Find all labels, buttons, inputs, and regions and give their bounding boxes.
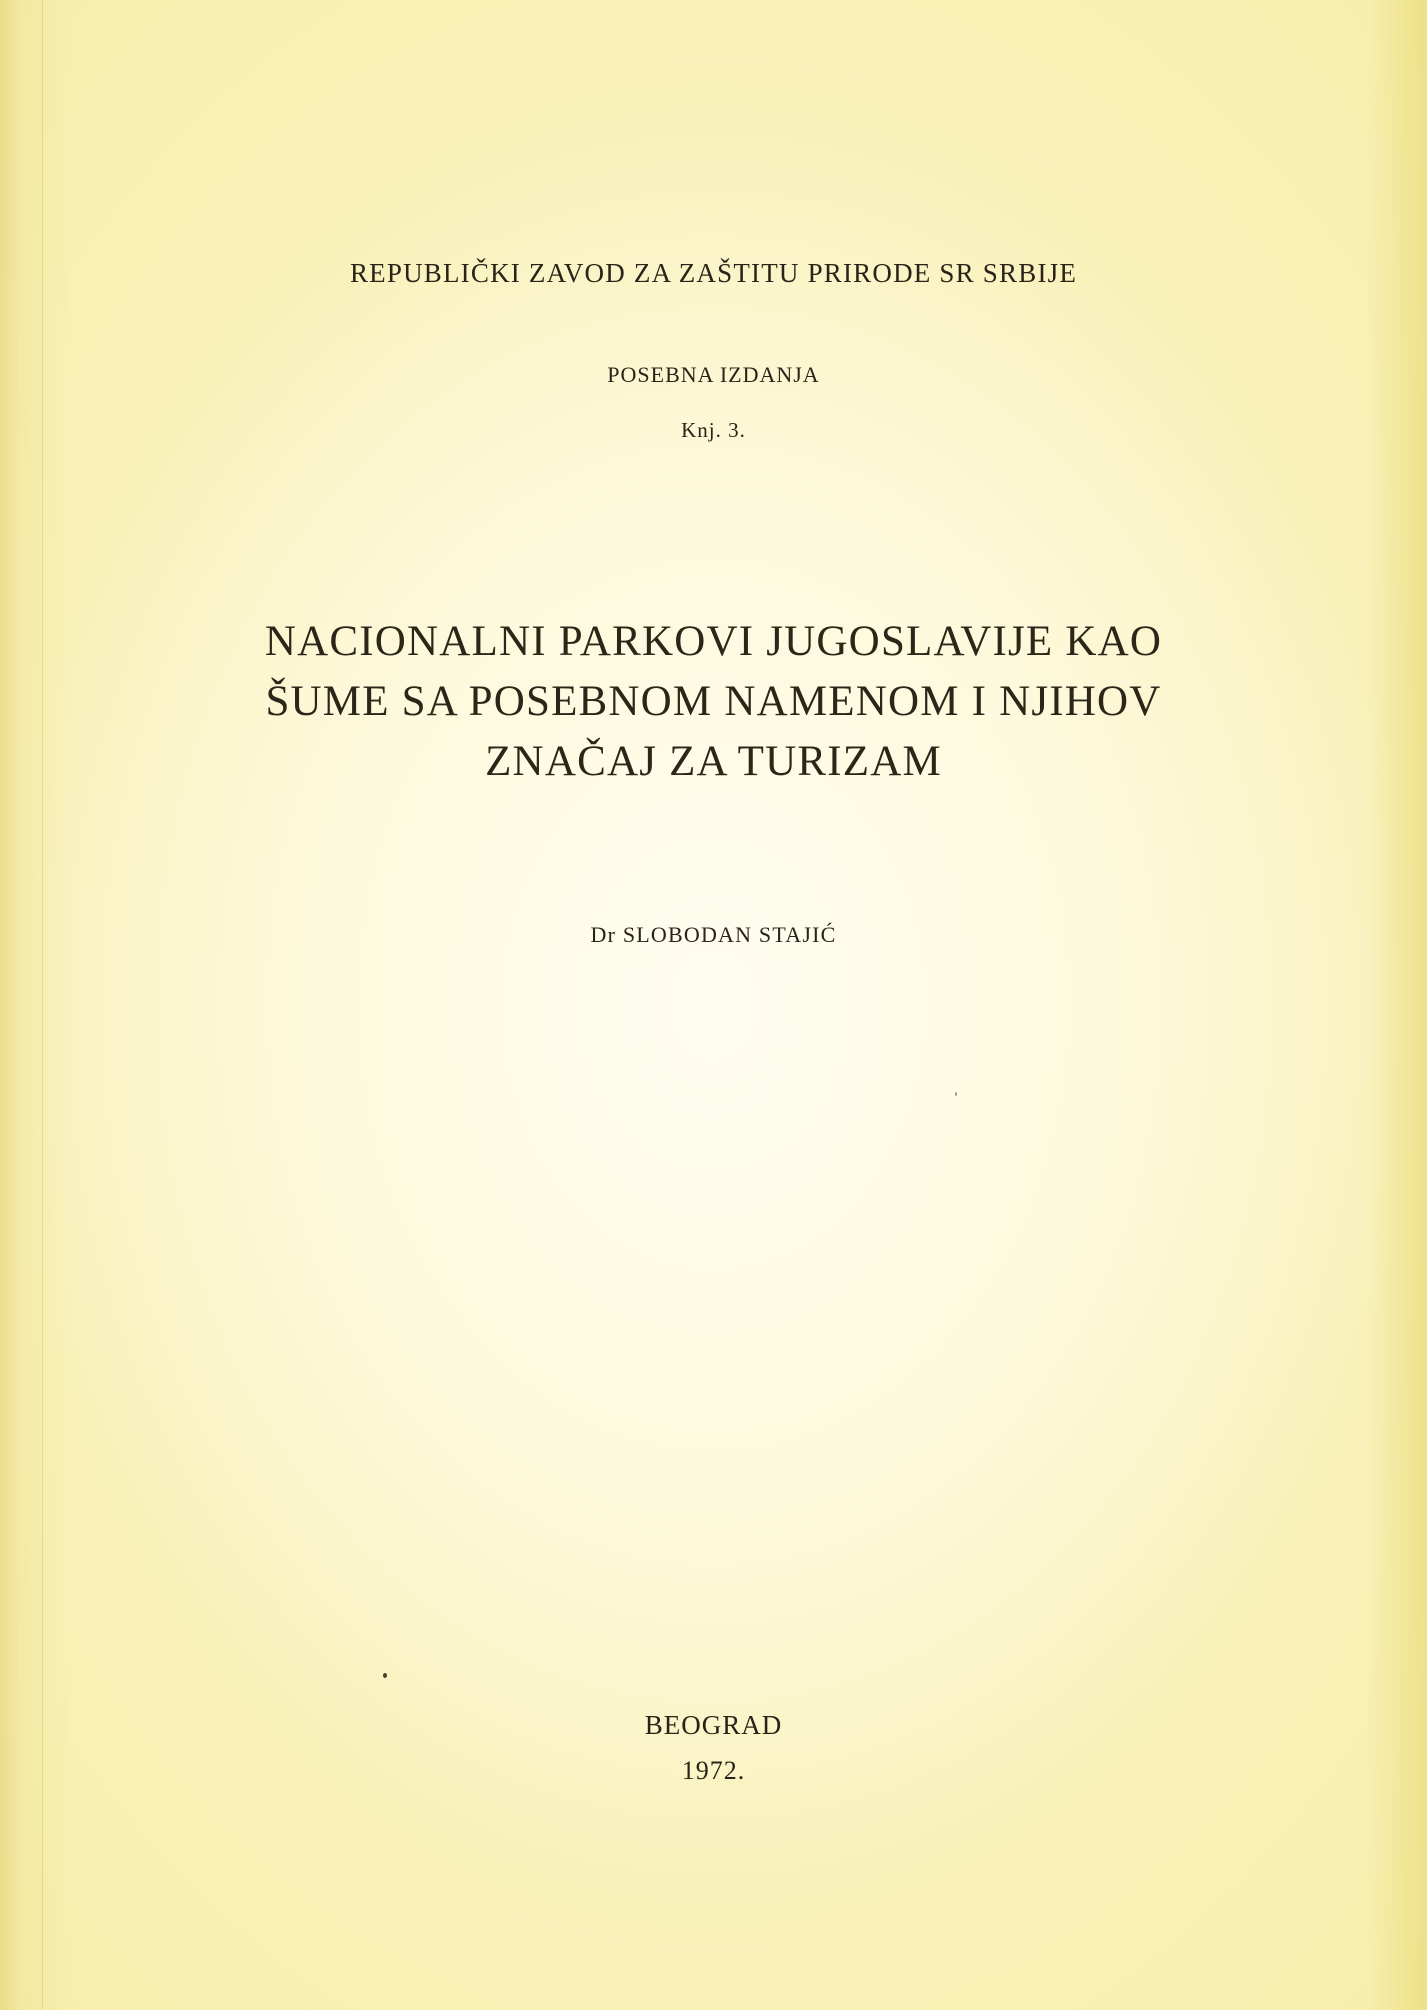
title-line-1: NACIONALNI PARKOVI JUGOSLAVIJE KAO [264, 618, 1163, 665]
author-name: Dr SLOBODAN STAJIĆ [590, 922, 837, 947]
title-line-2: ŠUME SA POSEBNOM NAMENOM I NJIHOV [265, 678, 1162, 725]
paper-speck [383, 1673, 387, 1678]
volume-number: Knj. 3. [681, 418, 746, 442]
series-name: POSEBNA IZDANJA [607, 362, 820, 387]
spine-fold-line [42, 0, 43, 2010]
publication-year: 1972. [681, 1756, 746, 1785]
title-line-3: ZNAČAJ ZA TURIZAM [485, 738, 942, 785]
right-edge-tint [1367, 0, 1427, 2010]
publication-place: BEOGRAD [644, 1710, 783, 1740]
paper-speck [955, 1092, 957, 1096]
publisher-institution: REPUBLIČKI ZAVOD ZA ZAŠTITU PRIRODE SR SRBIJE [349, 258, 1078, 288]
spine-shadow [0, 0, 70, 2010]
